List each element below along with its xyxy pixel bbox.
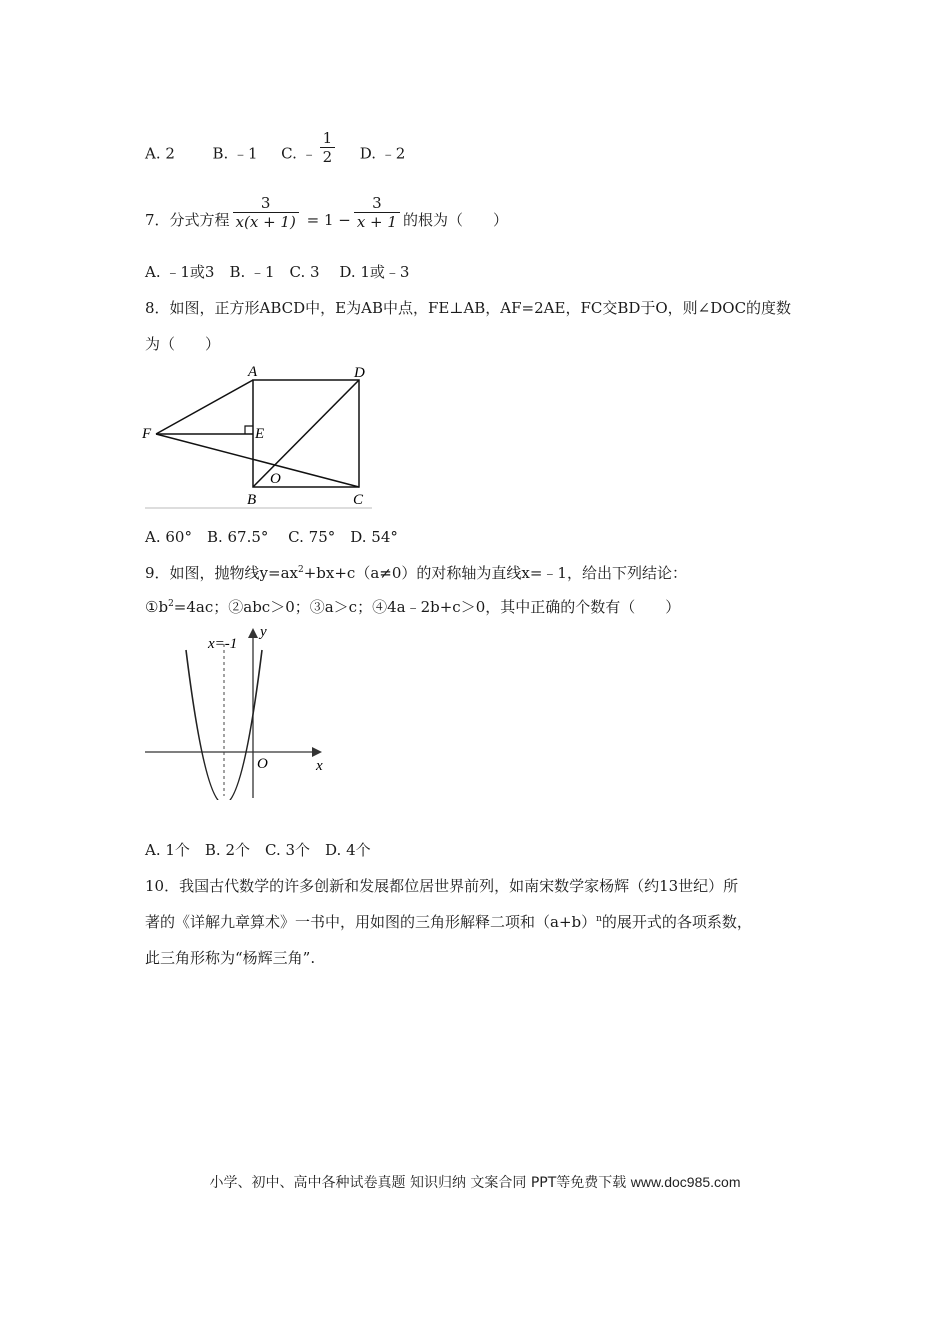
q8-label-o: O [270, 471, 281, 487]
q9-x-label: x [316, 758, 323, 774]
q9-x-axis-arrow [312, 747, 322, 757]
q8-stem-line-1: 8．如图，正方形ABCD中，E为AB中点，FE⊥AB，AF=2AE，FC交BD于O，则∠DOC的度数 [145, 299, 792, 317]
q9-origin-label: O [257, 756, 268, 772]
q9-stem-line-1: 9．如图，抛物线$y=ax^2+bx+c(a\ne 0)$的对称轴为直线x=﹣1，给出下列结论： [145, 564, 687, 582]
q10-stem-line-2: 著的《详解九章算术》一书中，用如图的三角形解释二项和$(a+b)^n$的展开式的各项系数， [145, 913, 752, 931]
q8-label-b: B [247, 492, 257, 508]
q9-parabola-graph [140, 620, 340, 800]
q8-stem-line-2: 为（ ） [145, 335, 221, 353]
q8-label-c: C [353, 492, 364, 508]
q10-stem-line-1: 10．我国古代数学的许多创新和发展都位居世界前列，如南宋数学家杨辉（约13世纪）所 [145, 877, 739, 895]
q8-right-angle-mark [245, 426, 253, 434]
q7-fraction-1: $\frac{3}{x(x + 1)}$ [233, 194, 299, 231]
q8-square-figure [140, 362, 380, 512]
q6-option-c: C. ﹣ [281, 144, 317, 163]
q9-symmetry-label: x=-1 [208, 636, 238, 652]
q7-options: A. ﹣1或3 B. ﹣1 C. 3 D. 1或﹣3 [145, 263, 410, 281]
q7-stem: 7．分式方程 $\frac{3}{x(x + 1)}$ = 1 − $\frac{3}{x + 1}$ 的根为（ ） [145, 193, 508, 231]
q9-stem-line-2: $①b^2=4ac$；②abc＞0；③a＞c；④4a﹣2b+c＞0，其中正确的个数有（ ） [145, 598, 681, 616]
q8-diagonal-bd [253, 380, 359, 487]
q8-label-d: D [354, 365, 365, 381]
q10-stem-line-3: 此三角形称为“杨辉三角”. [145, 949, 316, 967]
footer-url: www.doc985.com [630, 1174, 741, 1190]
q6-option-b: B. ﹣1 [212, 144, 258, 163]
q6-option-c-fraction: $\frac{1}{2}$ [320, 129, 336, 166]
q8-label-a: A [248, 364, 258, 380]
page-footer [0, 1172, 950, 1192]
q6-option-d: D. ﹣2 [359, 144, 406, 163]
q9-y-label: y [260, 624, 267, 640]
footer-text: 小学、初中、高中各种试卷真题 知识归纳 文案合同 PPT等免费下载 [209, 1175, 627, 1191]
q9-y-axis-arrow [248, 628, 258, 638]
q8-label-f: F [142, 426, 152, 442]
q6-options [145, 129, 406, 166]
q9-options: A. 1个 B. 2个 C. 3个 D. 4个 [145, 841, 371, 859]
q8-options: A. 60° B. 67.5° C. 75° D. 54° [145, 528, 398, 546]
q8-label-e: E [255, 426, 265, 442]
q8-line-fa [156, 380, 253, 434]
q6-option-a: A. 2 [145, 144, 175, 163]
q7-fraction-2: $\frac{3}{x + 1}$ [354, 194, 400, 231]
